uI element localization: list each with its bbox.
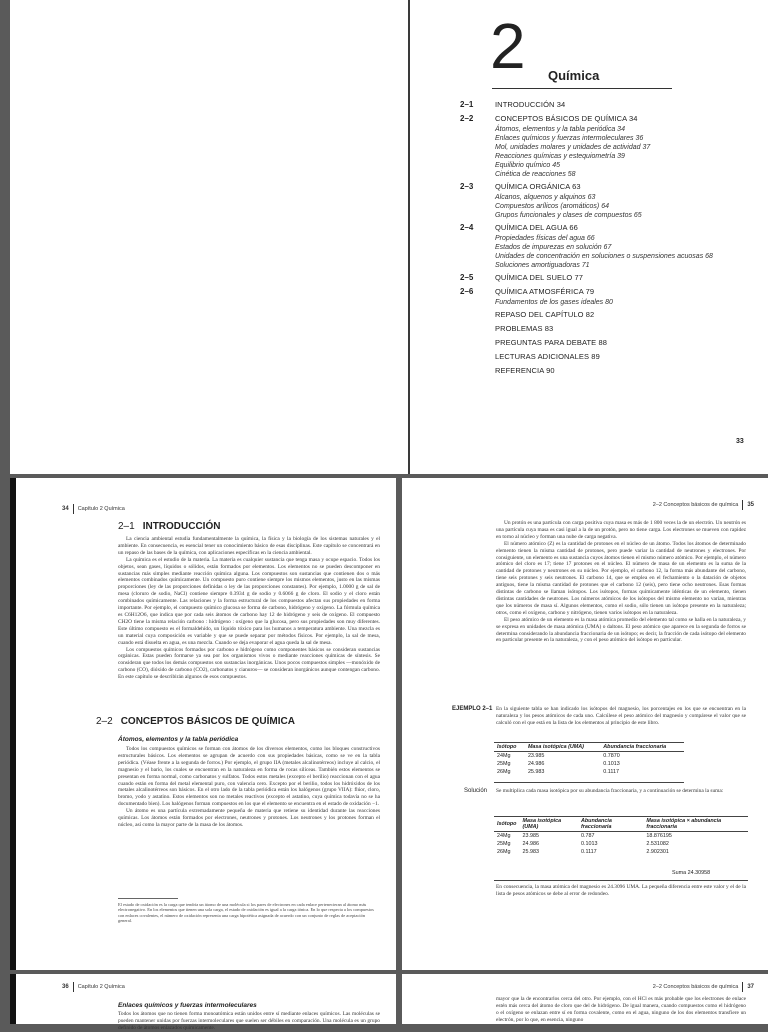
table-cell: 25Mg [497, 841, 511, 847]
toc-entry [460, 286, 760, 307]
paragraph: Un protón es una partícula con carga positiva cuya masa es más de 1 800 veces la de un electrón. Un neutrón es una partícula cuya masa es casi igual a la de un protón, pero no tiene carga. Los electrones se mueven con rapidez en torno al núcleo y forman una nube de carga negativa. [496, 520, 746, 540]
toc-section-number [460, 365, 495, 377]
table-cell: 24.986 [527, 761, 545, 767]
column-header: Abundancia fraccionaria [600, 743, 684, 752]
paragraph: En la siguiente tabla se han indicado los isótopos del magnesio, los porcentajes en los que se encuentran en la naturaleza y los pesos atómicos de cada uno. Calcúlese el peso atómico del magnesio y compárese el valor que se calculó con el que está en la lista de los elementos al principio de este libro. [496, 706, 746, 726]
table-cell: 0.1117 [603, 769, 619, 775]
column-header: Masa isotópica × abundancia fraccionaria [643, 817, 748, 832]
table-row [494, 752, 684, 761]
toc-subheading: Alcanos, alquenos y alquinos 63 [495, 194, 596, 201]
toc-entry [460, 337, 760, 349]
footnote: El estado de oxidación es la carga que tendría un átomo de una molécula si los pares de electrones en cada enlace pertenecieran al átomo más electronegativo. En los elementos que tienen una sola carga, el estado de oxidación es igual a la carga iónica. En lo que respecta a los compuestos con enlaces covalentes, el número de oxidación representa una carga hipotética asignada de acuerdo con un conjunto de reglas de aceptación general. [118, 902, 374, 924]
paragraph: Todos los compuestos químicos se forman con átomos de los diversos elementos, como los bloques constructivos estructurales básicos. Los elementos se agrupan de acuerdo con sus propiedades básicas, como se ve en la tabla periódica. (Véase frente a la segunda de forros.) Por ejemplo, el grupo IIA (metales alcalinotérreos) incluye al calcio, el magnesio y el bario, los cuales se encuentran en la naturaleza en forma de rocas silíceas. También estos elementos se presentan en forma normal, como carbonatos y sulfatos. Todos estos metales (excepto el berilio) reaccionan con el agua cuando están en forma del metal elemental puro, con valencia cero. Excepto por el berilio, todos los hidróxidos de los metales alcalinotérreos son básicos. En el otro lado de la tabla periódica están los halógenos (grupo VIIA): flúor, cloro, bromo, yodo y astatino. Estos elementos son no metales reactivos (excepto el astatino, cuya química todavía no se ha documentado bien). Los halógenos forman compuestos en los que el elemento se encuentra en el estado de oxidación −1. [118, 746, 380, 808]
column-header: Isótopo [494, 743, 525, 752]
page-34 [10, 478, 396, 970]
body-text [118, 1011, 380, 1032]
toc-heading: REFERENCIA 90 [495, 366, 555, 375]
table-rule [494, 880, 748, 881]
chapter-number: 2 [490, 10, 526, 82]
toc-entry [460, 99, 760, 111]
page-number: 36 [62, 984, 69, 990]
table-cell: 23.985 [522, 833, 539, 839]
column-header: Masa isotópica (UMA) [519, 817, 578, 832]
section-heading-intro [118, 521, 220, 532]
body-text [496, 520, 746, 644]
table-cell: 0.7870 [603, 753, 620, 759]
running-head-text: Capítulo 2 Química [77, 984, 125, 990]
toc-section-number: 2–4 [460, 223, 474, 232]
toc-entry [460, 181, 760, 220]
table-of-contents [460, 99, 760, 379]
subsection-heading: Enlaces químicos y fuerzas intermoleculares [118, 1002, 257, 1009]
toc-section-number: 2–2 [460, 114, 474, 123]
table-cell: 2.902301 [646, 849, 669, 855]
toc-section-number [460, 309, 495, 321]
toc-entry [460, 113, 760, 179]
paragraph: Todos los átomos que no tienen forma monoatómica están unidos entre sí mediante enlaces químicos. Las moléculas se pueden mantener unidas por fuerzas intermoleculares que suelen ser débiles en comparación. Una molécula es un grupo definido de átomos enlazados químicamente. [118, 1011, 380, 1031]
paragraph: El número atómico (Z) es la cantidad de protones en el núcleo de un átomo. Todos los átomos de determinado elemento tienen la misma cantidad de protones, pero puede variar la cantidad de neutrones y electrones. Por consiguiente, un elemento es una sustancia cuyos átomos tienen el mismo número atómico. Por ejemplo, el número atómico del cloro es 17; tiene 17 protones en el núcleo. El número de masa de un elemento es la suma de la cantidad de protones y neutrones en su núcleo. Por ejemplo, el carbono 12, la forma más abundante del carbono, tiene seis protones y seis neutrones. El carbono 14, que se emplea en el fechamiento o la datación de objetos antiguos, tiene la misma cantidad de protones que el carbono 12 (seis), pero tiene ocho neutrones. Esas formas distintas de carbono se llaman isótopos. Los isótopos, formas químicamente idénticas de un elemento, tienen distintas cantidades de neutrones. Los números atómicos de los isótopos del mismo elemento no varían, mientras que los números de masa sí. Algunos elementos, como el sodio, sólo tienen un isótopo presente en la naturaleza; otros, como el oxígeno, carbono y nitrógeno, tienen varios isótopos en la naturaleza. [496, 540, 746, 616]
page-number: 37 [747, 984, 754, 990]
table-rule [494, 782, 684, 783]
toc-subheading: Átomos, elementos y la tabla periódica 34 [495, 126, 625, 133]
running-head-text: 2–2 Conceptos básicos de química [652, 984, 739, 990]
toc-section-number [460, 351, 495, 363]
page-number: 34 [62, 506, 69, 512]
table-sum: Suma 24.30958 [672, 870, 711, 876]
chapter-title: Química [548, 68, 600, 83]
toc-subheading: Compuestos arílicos (aromáticos) 64 [495, 203, 609, 210]
toc-entry [460, 222, 760, 270]
paragraph: Se multiplica cada masa isotópica por su abundancia fraccionaria, y a continuación se determina la suma: [496, 788, 724, 794]
paragraph: El peso atómico de un elemento es la masa atómica promedio del elemento tal como se halla en la naturaleza, y se expresa en unidades de masa atómica (UMA) o daltons. El peso atómico que aparece en la segunda de forros se determina considerando la abundancia fraccionaria de un isótopo; es decir, la fracción de cada isótopo del elemento en particular presente en la naturaleza, y con el peso atómico del isótopo en particular. [496, 616, 746, 644]
section-title: CONCEPTOS BÁSICOS DE QUÍMICA [120, 716, 295, 727]
table-cell: 26Mg [497, 849, 511, 855]
table-row [494, 848, 748, 856]
binding-edge [10, 478, 16, 970]
page-33 [10, 0, 768, 474]
toc-subheading: Mol, unidades molares y unidades de actividad 37 [495, 144, 651, 151]
table-cell: 24Mg [497, 753, 511, 759]
running-head [653, 500, 754, 510]
table-cell: 24.986 [522, 841, 539, 847]
table-row [494, 760, 684, 768]
toc-subheading: Unidades de concentración en soluciones o suspensiones acuosas 68 [495, 253, 713, 260]
body-text [496, 996, 746, 1024]
paragraph: La ciencia ambiental estudia fundamentalmente la química, la física y la biología de los sistemas naturales y el ambiente. En consecuencia, es esencial tener un conocimiento básico de esas disciplinas. Este capítulo se concentrará en un repaso de las bases de la química, con aplicaciones específicas en la ciencia ambiental. [118, 536, 380, 556]
toc-heading: PREGUNTAS PARA DEBATE 88 [495, 338, 608, 347]
toc-heading: QUÍMICA ORGÁNICA 63 [495, 182, 581, 191]
column-header: Isótopo [494, 817, 519, 832]
divider [73, 982, 74, 992]
page-37 [402, 974, 768, 1024]
section-number: 2–1 [118, 521, 135, 532]
toc-entry [460, 365, 760, 377]
atomos-text [118, 746, 380, 829]
toc-section-number: 2–5 [460, 273, 474, 282]
table-cell: 26Mg [497, 769, 511, 775]
toc-section-number: 2–3 [460, 182, 474, 191]
running-head-text: Capítulo 2 Química [77, 506, 125, 512]
table-row [494, 840, 748, 848]
divider [742, 500, 743, 510]
column-header: Masa isotópica (UMA) [525, 743, 600, 752]
example-text [496, 706, 746, 727]
toc-heading: LECTURAS ADICIONALES 89 [495, 352, 600, 361]
toc-section-number [460, 323, 495, 335]
running-head-text: 2–2 Conceptos básicos de química [652, 502, 739, 508]
section-heading-conceptos [96, 716, 295, 727]
toc-entry [460, 309, 760, 321]
paragraph: Un átomo es una partícula extremadamente pequeña de materia que retiene su identidad durante las reacciones químicas. Los átomos están formados por electrones, neutrones y protones. Los neutrones y los protones forman el núcleo, así como la mayor parte de la masa de los átomos. [118, 808, 380, 828]
table-cell: 0.1013 [603, 761, 620, 767]
toc-subheading: Fundamentos de los gases ideales 80 [495, 299, 613, 306]
solution-text [496, 788, 746, 795]
column-header: Abundancia fraccionaria [578, 817, 643, 832]
toc-heading: QUÍMICA ATMOSFÉRICA 79 [495, 287, 595, 296]
section-title: INTRODUCCIÓN [142, 521, 221, 532]
conclusion-text [496, 884, 746, 898]
toc-section-number: 2–1 [460, 100, 474, 109]
table-row [494, 832, 748, 841]
table-cell: 25.983 [527, 769, 545, 775]
toc-entry [460, 272, 760, 284]
calculation-table [494, 816, 748, 856]
toc-subheading: Enlaces químicos y fuerzas intermoleculares 36 [495, 135, 644, 142]
page-number: 35 [747, 502, 754, 508]
chapter-rule [492, 88, 672, 89]
divider [73, 504, 74, 514]
toc-heading: INTRODUCCIÓN 34 [495, 100, 566, 109]
toc-subheading: Estados de impurezas en solución 67 [495, 244, 612, 251]
table-cell: 24Mg [497, 833, 511, 839]
paragraph: La química es el estudio de la materia. La materia es cualquier sustancia que tenga masa y ocupe espacio. Todos los objetos, sean gases, líquidos o sólidos, están formados por elementos. Los elementos no se pueden descomponer en sustancias más simples mediante reacción química alguna. Los compuestos son sustancias que contienen dos o más elementos combinados químicamente. Un compuesto puro contiene siempre los mismos elementos, justo en las mismas proporciones (ley de las proporciones definidas o ley de las proporciones constantes). Por ejemplo, 1.0000 g de sal de mesa (cloruro de sodio, NaCl) contiene siempre 0.3934 g de sodio y 0.6066 g de cloro. El sodio y el cloro están combinados químicamente. Las relaciones y la forma estructural de los compuestos afectan sus propiedades en forma importante. Por ejemplo, el compuesto químico glucosa se forma de carbono, hidrógeno y oxígeno. La fórmula química es C6H12O6, que indica que por cada seis átomos de carbono hay 12 de hidrógeno y seis de oxígeno. El compuesto CH2O tiene la misma relación carbono : hidrógeno : oxígeno que la glucosa, pero sus propiedades son muy diferentes. Este último compuesto es el formaldehído, un líquido tóxico para los humanos a temperatura ambiente. Una mezcla es un material cuya composición es variable y que se puede separar por métodos físicos. Por ejemplo, la sal de mesa, cuando está disuelta en agua, es una mezcla. Cuando se deja evaporar el agua queda la sal de mesa. [118, 556, 380, 646]
solution-label: Solución [464, 788, 488, 794]
toc-subheading: Reacciones químicas y estequiometría 39 [495, 153, 625, 160]
page-36 [10, 974, 396, 1031]
running-head [62, 982, 125, 992]
table-cell: 18.876195 [646, 833, 672, 839]
toc-heading: QUÍMICA DEL AGUA 66 [495, 223, 578, 232]
toc-subheading: Soluciones amortiguadoras 71 [495, 262, 590, 269]
toc-entry [460, 323, 760, 335]
table-cell: 0.787 [580, 833, 595, 839]
binding-edge [10, 974, 16, 1024]
toc-subheading: Equilibrio químico 45 [495, 162, 560, 169]
section-number: 2–2 [96, 716, 113, 727]
page-number: 33 [736, 438, 744, 445]
running-head [62, 504, 125, 514]
table-header-row [494, 817, 748, 832]
toc-section-number: 2–6 [460, 287, 474, 296]
toc-entry [460, 351, 760, 363]
toc-heading: REPASO DEL CAPÍTULO 82 [495, 310, 595, 319]
table-cell: 25Mg [497, 761, 511, 767]
gutter-fold [408, 0, 410, 474]
toc-subheading: Cinética de reacciones 58 [495, 171, 576, 178]
table-cell: 23.985 [527, 753, 545, 759]
toc-heading: PROBLEMAS 83 [495, 324, 554, 333]
table-row [494, 768, 684, 776]
running-head [653, 982, 754, 992]
table-cell: 2.531082 [646, 841, 669, 847]
toc-subheading: Grupos funcionales y clases de compuestos 65 [495, 212, 642, 219]
toc-heading: QUÍMICA DEL SUELO 77 [495, 273, 584, 282]
footnote-rule [118, 898, 178, 899]
table-cell: 25.983 [522, 849, 539, 855]
paragraph: En consecuencia, la masa atómica del magnesio es 24.3096 UMA. La pequeña diferencia entre este valor y el de la lista de pesos atómicos se debe al error de redondeo. [496, 884, 746, 897]
table-cell: 0.1117 [580, 849, 597, 855]
page-35 [402, 478, 768, 970]
subsection-heading: Átomos, elementos y la tabla periódica [118, 736, 239, 743]
toc-section-number [460, 337, 495, 349]
toc-heading: CONCEPTOS BÁSICOS DE QUÍMICA 34 [495, 114, 638, 123]
example-label: EJEMPLO 2–1 [452, 706, 493, 712]
intro-text [118, 536, 380, 681]
isotope-table [494, 742, 684, 776]
divider [742, 982, 743, 992]
table-header-row [494, 743, 684, 752]
paragraph: Los compuestos químicos formados por carbono e hidrógeno como componentes básicos se consideran sustancias orgánicas. Estas pueden formarse ya sea por los organismos vivos o mediante reacciones químicas de síntesis. Se consideran que todos los demás compuestos son sustancias inorgánicas. Unos pocos compuestos simples —monóxido de carbono (CO), dióxido de carbono (CO2), carbonatos y cianuros— se consideran inorgánicos aunque contengan carbono. En este capítulo se describirán algunos de esos compuestos. [118, 646, 380, 681]
table-cell: 0.1013 [580, 841, 598, 847]
paragraph: mayor que la de encontrarlos cerca del otro. Por ejemplo, con el HCl es más probable que los electrones de enlace estén más cerca del átomo de cloro que del de hidrógeno. De igual manera, cuando compuestos como el hidrógeno o el oxígeno se enlazan entre sí en forma covalente, como en el agua, ninguno de los dos elementos transfiere un electrón, por lo que, en esencia, ninguno [496, 996, 746, 1023]
toc-subheading: Propiedades físicas del agua 66 [495, 235, 595, 242]
